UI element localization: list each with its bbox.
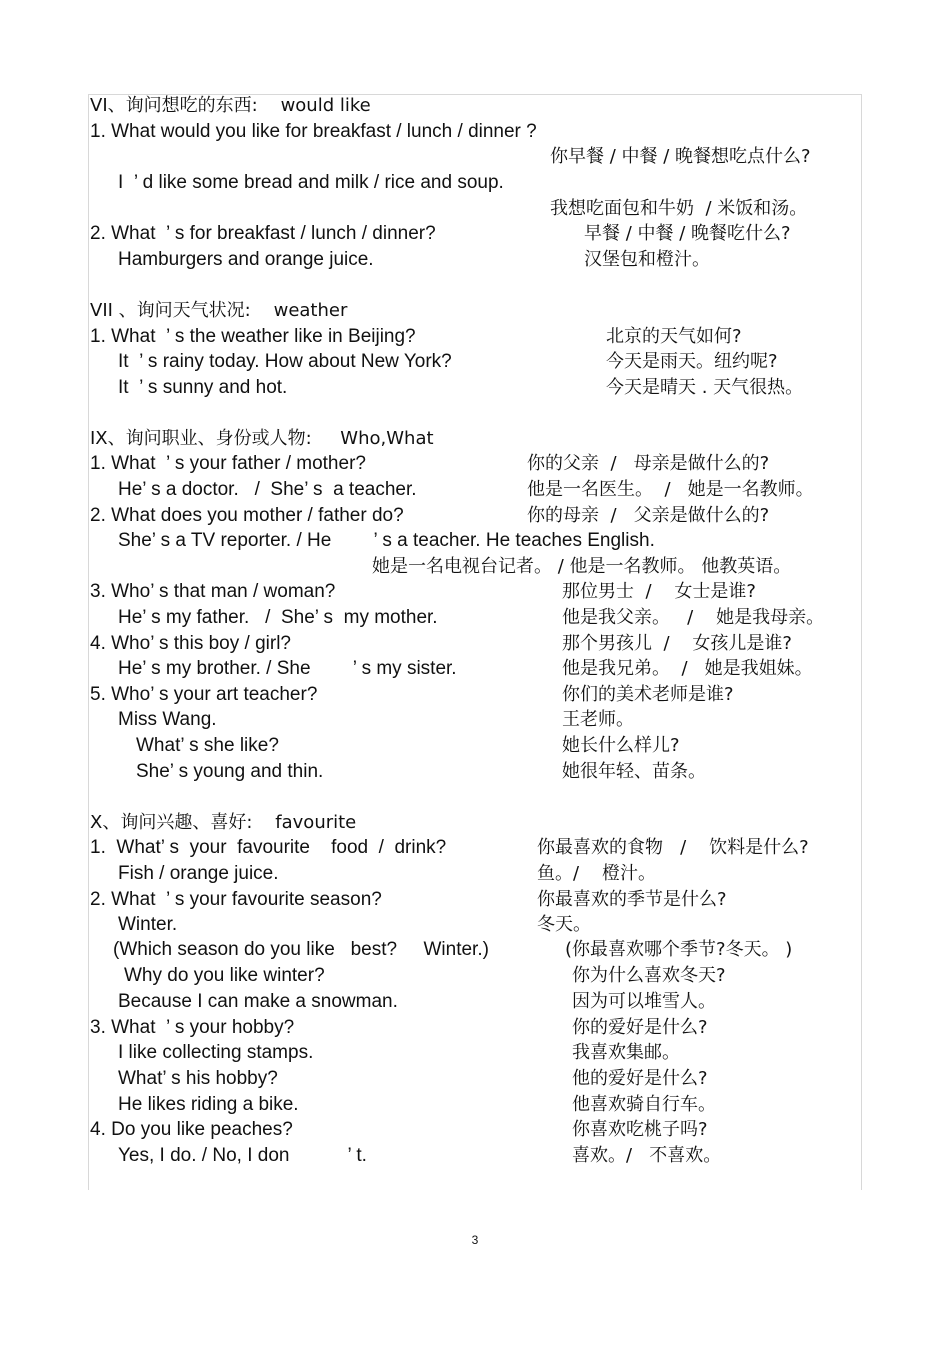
question-en: 2. What ’ s for breakfast / lunch / dinner?	[90, 223, 436, 244]
question-zh: 那个男孩儿 / 女孩儿是谁?	[562, 633, 792, 654]
question-zh: 你们的美术老师是谁?	[562, 684, 734, 705]
question-zh: 你喜欢吃桃子吗?	[572, 1119, 708, 1140]
question-en: Why do you like winter?	[124, 965, 325, 986]
answer-en: He likes riding a bike.	[118, 1094, 299, 1115]
question-en: 1. What would you like for breakfast / lunch / dinner ?	[90, 121, 537, 142]
question-en: 2. What ’ s your favourite season?	[90, 889, 382, 910]
answer-zh: 冬天。	[537, 914, 591, 935]
question-en: 4. Do you like peaches?	[90, 1119, 293, 1140]
answer-zh: 他喜欢骑自行车。	[572, 1094, 716, 1115]
answer-zh: 我想吃面包和牛奶 / 米饭和汤。	[550, 198, 808, 219]
answer-zh: 他是一名医生。 / 她是一名教师。	[527, 479, 814, 500]
question-en: 4. Who’ s this boy / girl?	[90, 633, 291, 654]
question-zh: 她长什么样儿?	[562, 735, 680, 756]
answer-en: It ’ s rainy today. How about New York?	[118, 351, 452, 372]
question-zh: 你最喜欢的季节是什么?	[537, 889, 727, 910]
answer-zh: 汉堡包和橙汁。	[584, 249, 710, 270]
question-zh: (你最喜欢哪个季节?冬天。 )	[565, 939, 793, 960]
question-en: 3. What ’ s your hobby?	[90, 1017, 295, 1038]
answer-en: Fish / orange juice.	[118, 863, 279, 884]
question-en: 1. What’ s your favourite food / drink?	[90, 837, 447, 858]
question-zh: 你为什么喜欢冬天?	[572, 965, 726, 986]
question-zh: 那位男士 / 女士是谁?	[562, 581, 756, 602]
question-en: What’ s she like?	[136, 735, 279, 756]
answer-zh: 王老师。	[562, 709, 634, 730]
question-zh: 你的爱好是什么?	[572, 1017, 708, 1038]
page-number: 3	[471, 1233, 479, 1247]
question-zh: 他的爱好是什么?	[572, 1068, 708, 1089]
answer-zh: 今天是晴天 . 天气很热。	[606, 377, 804, 398]
question-zh: 你最喜欢的食物 / 饮料是什么?	[537, 837, 809, 858]
answer-en: It ’ s sunny and hot.	[118, 377, 288, 398]
answer-en: Because I can make a snowman.	[118, 991, 398, 1012]
question-en: 1. What ’ s your father / mother?	[90, 453, 366, 474]
answer-en: Miss Wang.	[118, 709, 217, 730]
section-heading-weather: VII 、询问天气状况: weather	[90, 300, 348, 321]
answer-en: Hamburgers and orange juice.	[118, 249, 374, 270]
answer-zh: 我喜欢集邮。	[572, 1042, 680, 1063]
answer-en: Winter.	[118, 914, 178, 935]
section-heading-who-what: IX、询问职业、身份或人物: Who,What	[90, 428, 434, 449]
question-en: 5. Who’ s your art teacher?	[90, 684, 318, 705]
answer-en: I ’ d like some bread and milk / rice and soup.	[118, 172, 504, 193]
question-zh: 你的父亲 / 母亲是做什么的?	[527, 453, 770, 474]
answer-zh: 她很年轻、苗条。	[562, 761, 706, 782]
answer-zh: 喜欢。/ 不喜欢。	[572, 1145, 722, 1166]
answer-zh: 因为可以堆雪人。	[572, 991, 716, 1012]
answer-zh: 她是一名电视台记者。 / 他是一名教师。 他教英语。	[372, 556, 792, 577]
section-heading-favourite: X、询问兴趣、喜好: favourite	[90, 812, 357, 833]
question-en: 2. What does you mother / father do?	[90, 505, 404, 526]
question-en: 3. Who’ s that man / woman?	[90, 581, 336, 602]
question-en: What’ s his hobby?	[118, 1068, 278, 1089]
question-zh: 北京的天气如何?	[606, 326, 742, 347]
answer-en: She’ s a TV reporter. / He ’ s a teacher. He teaches English.	[118, 530, 655, 551]
answer-en: I like collecting stamps.	[118, 1042, 314, 1063]
answer-en: He’ s my father. / She’ s my mother.	[118, 607, 438, 628]
question-zh: 你的母亲 / 父亲是做什么的?	[527, 505, 770, 526]
question-zh: 你早餐 / 中餐 / 晚餐想吃点什么?	[550, 146, 811, 167]
answer-zh: 他是我兄弟。 / 她是我姐妹。	[562, 658, 813, 679]
answer-en: She’ s young and thin.	[136, 761, 324, 782]
answer-zh: 鱼。/ 橙汁。	[537, 863, 656, 884]
answer-en: He’ s a doctor. / She’ s a teacher.	[118, 479, 417, 500]
question-en: (Which season do you like best? Winter.)	[113, 939, 489, 960]
answer-zh: 他是我父亲。 / 她是我母亲。	[562, 607, 825, 628]
section-heading-would-like: VI、询问想吃的东西: would like	[90, 95, 371, 116]
answer-en: Yes, I do. / No, I don ’ t.	[118, 1145, 367, 1166]
question-zh: 早餐 / 中餐 / 晚餐吃什么?	[584, 223, 791, 244]
question-en: 1. What ’ s the weather like in Beijing?	[90, 326, 416, 347]
answer-en: He’ s my brother. / She ’ s my sister.	[118, 658, 457, 679]
answer-zh: 今天是雨天。纽约呢?	[606, 351, 778, 372]
